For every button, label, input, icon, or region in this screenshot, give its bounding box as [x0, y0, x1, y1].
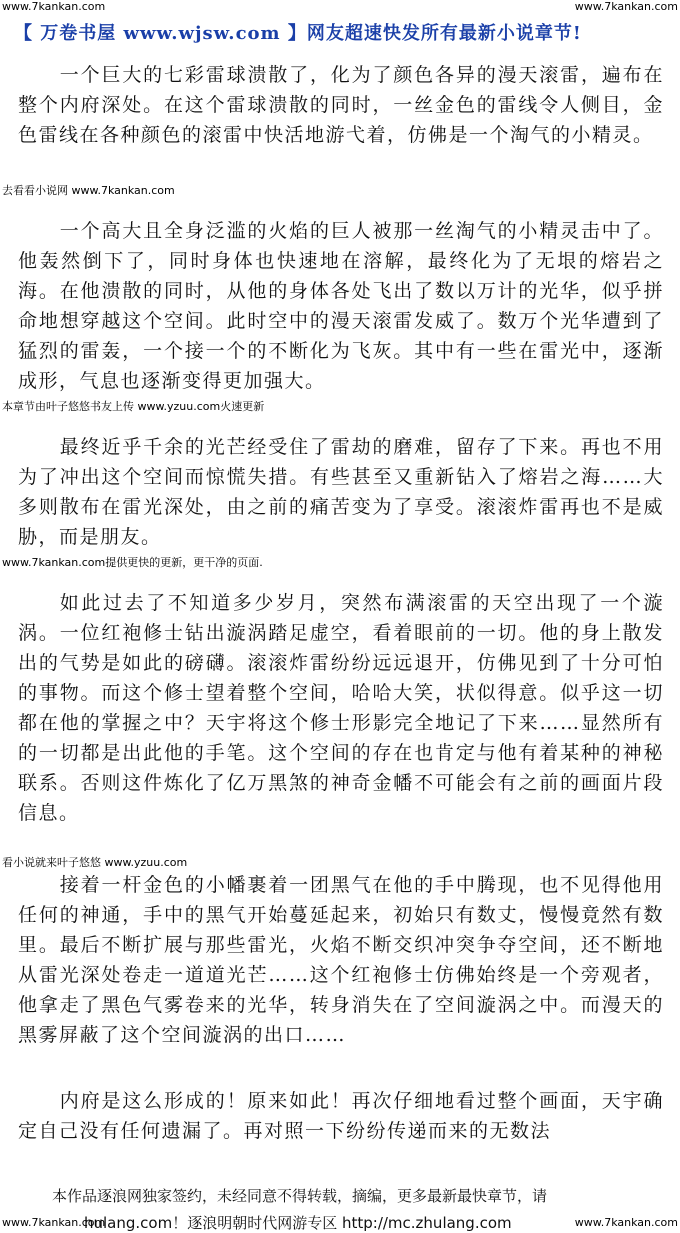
header-banner: 【 万卷书屋 www.wjsw.com 】网友超速快发所有最新小说章节! [14, 23, 582, 44]
paragraph-5: 接着一杆金色的小幡裹着一团黑气在他的手中腾现，也不见得他用任何的神通，手中的黑气开始蔓延起来，初始只有数丈，慢慢竟然有数里。最后不断扩展与那些雷光，火焰不断交织冲突争夺空间，还不断地从雷光深处卷走一道道光芒……这个红袍修士仿佛始终是一个旁观者，他拿走了黑色气雾卷来的光华，转身消失在了空间漩涡之中。而漫天的黑雾屏蔽了这个空间漩涡的出口…… [18, 874, 664, 1046]
inline-note-2: 本章节由叶子悠悠书友上传 www.yzuu.com火速更新 [2, 400, 265, 413]
paragraph-6: 内府是这么形成的！原来如此！再次仔细地看过整个画面，天宇确定自己没有任何遗漏了。再对照一下纷纷传递而来的无数法 [18, 1090, 664, 1142]
paragraph-3: 最终近乎千余的光芒经受住了雷劫的磨难，留存了下来。再也不用为了冲出这个空间而惊慌失措。有些甚至又重新钻入了熔岩之海……大多则散布在雷光深处，由之前的痛苦变为了享受。滚滚炸雷再也不是威胁，而是朋友。 [18, 436, 664, 548]
paragraph-1: 一个巨大的七彩雷球溃散了，化为了颜色各异的漫天滚雷，遍布在整个内府深处。在这个雷球溃散的同时，一丝金色的雷线令人侧目，金色雷线在各种颜色的滚雷中快活地游弋着，仿佛是一个淘气的小精灵。 [18, 64, 664, 146]
paragraph-4: 如此过去了不知道多少岁月，突然布满滚雷的天空出现了一个漩涡。一位红袍修士钻出漩涡踏足虚空，看着眼前的一切。他的身上散发出的气势是如此的磅礴。滚滚炸雷纷纷远远退开，仿佛见到了十分可怕的事物。而这个修士望着整个空间，哈哈大笑，状似得意。似乎这一切都在他的掌握之中？天宇将这个修士形影完全地记了下来……显然所有的一切都是出此他的手笔。这个空间的存在也肯定与他有着某种的神秘联系。否则这件炼化了亿万黑煞的神奇金幡不可能会有之前的画面片段信息。 [18, 592, 664, 824]
watermark-top-right: www.7kankan.com [574, 0, 678, 13]
watermark-bottom-left: www.7kankan.com [2, 1216, 106, 1229]
inline-note-1: 去看看小说网 www.7kankan.com [2, 184, 175, 197]
footer-copyright-line: 本作品逐浪网独家签约，未经同意不得转载，摘编，更多最新最快章节，请 [52, 1187, 548, 1205]
footer-link-line[interactable]: hulang.com！逐浪明朝时代网游专区 http://mc.zhulang.com [84, 1214, 512, 1232]
paragraph-2: 一个高大且全身泛滥的火焰的巨人被那一丝淘气的小精灵击中了。他轰然倒下了，同时身体也快速地在溶解，最终化为了无垠的熔岩之海。在他溃散的同时，从他的身体各处飞出了数以万计的光华，似乎拼命地想穿越这个空间。此时空中的漫天滚雷发威了。数万个光华遭到了猛烈的雷轰，一个接一个的不断化为飞灰。其中有一些在雷光中，逐渐成形，气息也逐渐变得更加强大。 [18, 220, 664, 392]
inline-note-3: www.7kankan.com提供更快的更新，更干净的页面. [2, 556, 263, 569]
watermark-bottom-right: www.7kankan.com [574, 1216, 678, 1229]
watermark-top-left: www.7kankan.com [2, 0, 106, 13]
inline-note-4: 看小说就来叶子悠悠 www.yzuu.com [2, 856, 188, 869]
